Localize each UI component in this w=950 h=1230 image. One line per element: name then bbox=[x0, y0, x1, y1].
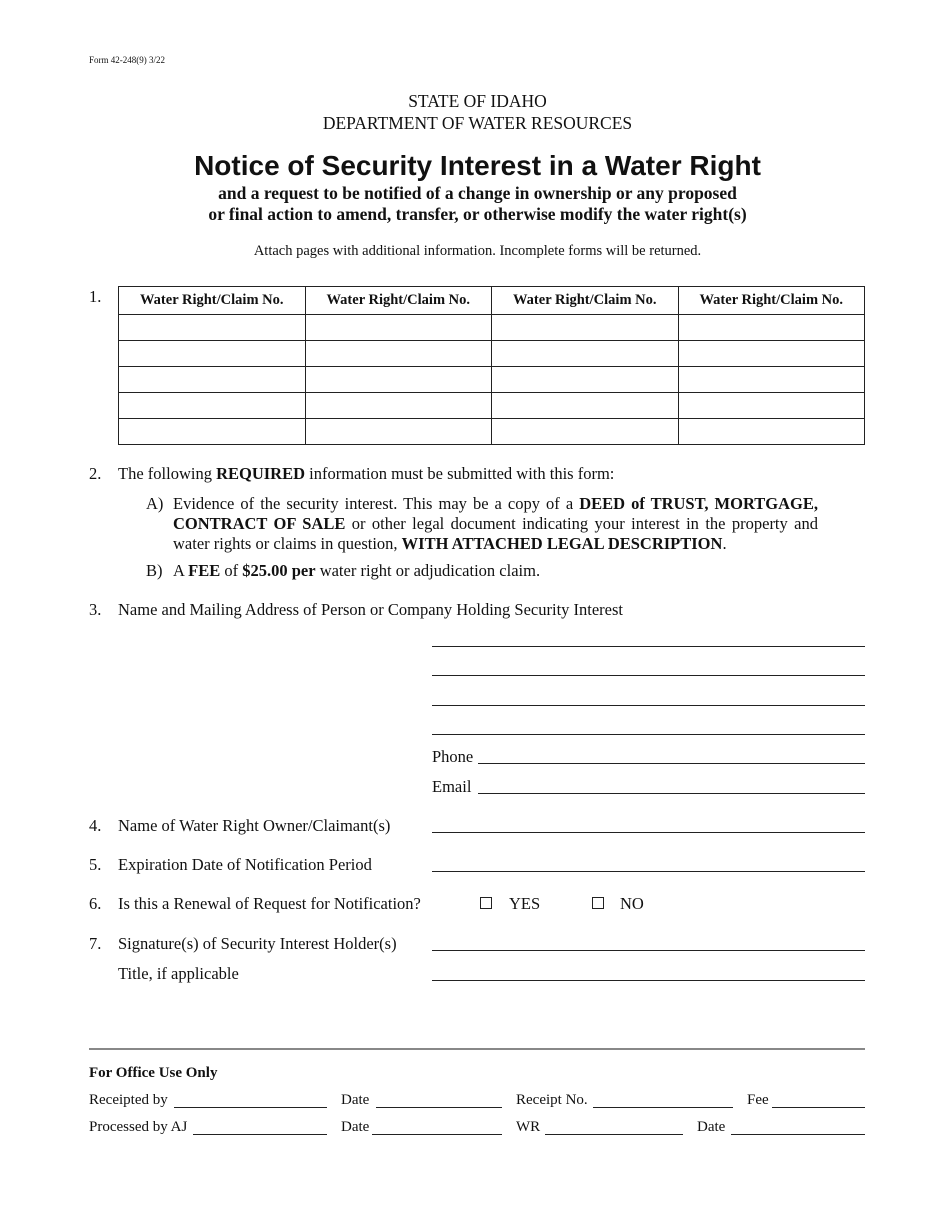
section-5-number: 5. bbox=[89, 855, 102, 874]
address-line-3[interactable] bbox=[432, 705, 865, 706]
title-label: Title, if applicable bbox=[118, 964, 239, 983]
date-label: Date bbox=[341, 1092, 370, 1108]
table-cell[interactable] bbox=[678, 315, 865, 341]
b-bold: FEE bbox=[188, 561, 221, 580]
title-field[interactable] bbox=[432, 980, 865, 981]
table-row bbox=[119, 419, 865, 445]
email-label: Email bbox=[432, 777, 472, 796]
intro-required: REQUIRED bbox=[216, 464, 306, 483]
receipt-no-label: Receipt No. bbox=[516, 1092, 588, 1108]
item-b-text bbox=[173, 561, 540, 581]
form-number: Form 42-248(9) 3/22 bbox=[89, 55, 165, 65]
table-cell[interactable] bbox=[492, 315, 679, 341]
table-cell[interactable] bbox=[305, 341, 492, 367]
table-row bbox=[119, 367, 865, 393]
b-bold: $25.00 per bbox=[242, 561, 316, 580]
processed-by-field[interactable] bbox=[193, 1134, 327, 1135]
section-2-intro bbox=[118, 464, 614, 484]
date-label: Date bbox=[697, 1119, 726, 1135]
item-b-label: B) bbox=[146, 561, 163, 580]
table-cell[interactable] bbox=[119, 419, 306, 445]
subtitle-line-2: or final action to amend, transfer, or otherwise modify the water right(s) bbox=[208, 204, 747, 224]
a-text: . bbox=[722, 534, 727, 553]
intro-text: The following bbox=[118, 464, 217, 483]
section-4-label: Name of Water Right Owner/Claimant(s) bbox=[118, 816, 391, 835]
section-5-label: Expiration Date of Notification Period bbox=[118, 855, 372, 874]
fee-label: Fee bbox=[747, 1092, 769, 1108]
address-line-1[interactable] bbox=[432, 646, 865, 647]
table-cell[interactable] bbox=[678, 393, 865, 419]
table-row bbox=[119, 393, 865, 419]
processed-by-label: Processed by AJ bbox=[89, 1119, 188, 1135]
section-7-number: 7. bbox=[89, 934, 102, 953]
section-3-label: Name and Mailing Address of Person or Company Holding Security Interest bbox=[118, 600, 623, 619]
receipted-by-label: Receipted by bbox=[89, 1092, 168, 1108]
table-cell[interactable] bbox=[119, 315, 306, 341]
a-bold: DEED of TRUST, MORTGAGE, CONTRACT OF SALE bbox=[173, 494, 818, 533]
a-text: or other legal document indicating your interest in the property and water rights or claims in question, bbox=[173, 514, 818, 553]
b-text: of bbox=[220, 561, 243, 580]
item-a-label: A) bbox=[146, 494, 164, 513]
table-cell[interactable] bbox=[492, 393, 679, 419]
table-cell[interactable] bbox=[678, 367, 865, 393]
item-a-text bbox=[173, 494, 818, 554]
phone-field[interactable] bbox=[478, 763, 865, 764]
table-cell[interactable] bbox=[305, 393, 492, 419]
no-label: NO bbox=[620, 894, 644, 913]
section-6-label: Is this a Renewal of Request for Notification? bbox=[118, 894, 421, 913]
receipt-no-field[interactable] bbox=[593, 1107, 733, 1108]
table-cell[interactable] bbox=[678, 419, 865, 445]
b-text: water right or adjudication claim. bbox=[315, 561, 541, 580]
subtitle bbox=[0, 183, 950, 225]
no-checkbox[interactable] bbox=[592, 897, 604, 909]
section-7-label: Signature(s) of Security Interest Holder(s) bbox=[118, 934, 397, 953]
table-cell[interactable] bbox=[492, 419, 679, 445]
expiration-date-field[interactable] bbox=[432, 871, 865, 872]
instructions: Attach pages with additional information. Incomplete forms will be returned. bbox=[253, 243, 702, 259]
table-cell[interactable] bbox=[305, 419, 492, 445]
section-3-number: 3. bbox=[89, 600, 102, 619]
table-cell[interactable] bbox=[305, 315, 492, 341]
signature-field[interactable] bbox=[432, 950, 865, 951]
receipted-by-field[interactable] bbox=[174, 1107, 327, 1108]
yes-checkbox[interactable] bbox=[480, 897, 492, 909]
address-line-2[interactable] bbox=[432, 675, 865, 676]
office-divider bbox=[89, 1048, 865, 1050]
processed-date-field[interactable] bbox=[372, 1134, 502, 1135]
address-line-4[interactable] bbox=[432, 734, 865, 735]
office-heading: For Office Use Only bbox=[89, 1065, 218, 1081]
table-cell[interactable] bbox=[492, 341, 679, 367]
page-title: Notice of Security Interest in a Water Right bbox=[194, 150, 761, 181]
intro-text: information must be submitted with this form: bbox=[305, 464, 615, 483]
table-cell[interactable] bbox=[119, 367, 306, 393]
wr-label: WR bbox=[516, 1119, 541, 1135]
department-heading: DEPARTMENT OF WATER RESOURCES bbox=[322, 113, 633, 133]
column-header: Water Right/Claim No. bbox=[119, 287, 306, 315]
a-bold: WITH ATTACHED LEGAL DESCRIPTION bbox=[401, 534, 723, 553]
table-cell[interactable] bbox=[305, 367, 492, 393]
section-2-number: 2. bbox=[89, 464, 102, 483]
wr-date-field[interactable] bbox=[731, 1134, 865, 1135]
section-6-number: 6. bbox=[89, 894, 102, 913]
fee-field[interactable] bbox=[772, 1107, 865, 1108]
column-header: Water Right/Claim No. bbox=[305, 287, 492, 315]
owner-field[interactable] bbox=[432, 832, 865, 833]
water-right-table bbox=[118, 286, 865, 445]
table-row bbox=[119, 341, 865, 367]
table-cell[interactable] bbox=[492, 367, 679, 393]
section-1-number: 1. bbox=[89, 287, 102, 306]
subtitle-line-1: and a request to be notified of a change in ownership or any proposed bbox=[218, 183, 737, 203]
table-cell[interactable] bbox=[678, 341, 865, 367]
wr-field[interactable] bbox=[545, 1134, 683, 1135]
yes-label: YES bbox=[509, 894, 541, 913]
receipt-date-field[interactable] bbox=[376, 1107, 502, 1108]
email-field[interactable] bbox=[478, 793, 865, 794]
column-header: Water Right/Claim No. bbox=[492, 287, 679, 315]
section-4-number: 4. bbox=[89, 816, 102, 835]
state-heading: STATE OF IDAHO bbox=[408, 91, 547, 111]
table-cell[interactable] bbox=[119, 341, 306, 367]
table-row bbox=[119, 315, 865, 341]
column-header: Water Right/Claim No. bbox=[678, 287, 865, 315]
date-label: Date bbox=[341, 1119, 370, 1135]
a-text: Evidence of the security interest. This may be a copy of a bbox=[173, 494, 580, 513]
phone-label: Phone bbox=[432, 747, 474, 766]
b-text: A bbox=[173, 561, 189, 580]
table-cell[interactable] bbox=[119, 393, 306, 419]
